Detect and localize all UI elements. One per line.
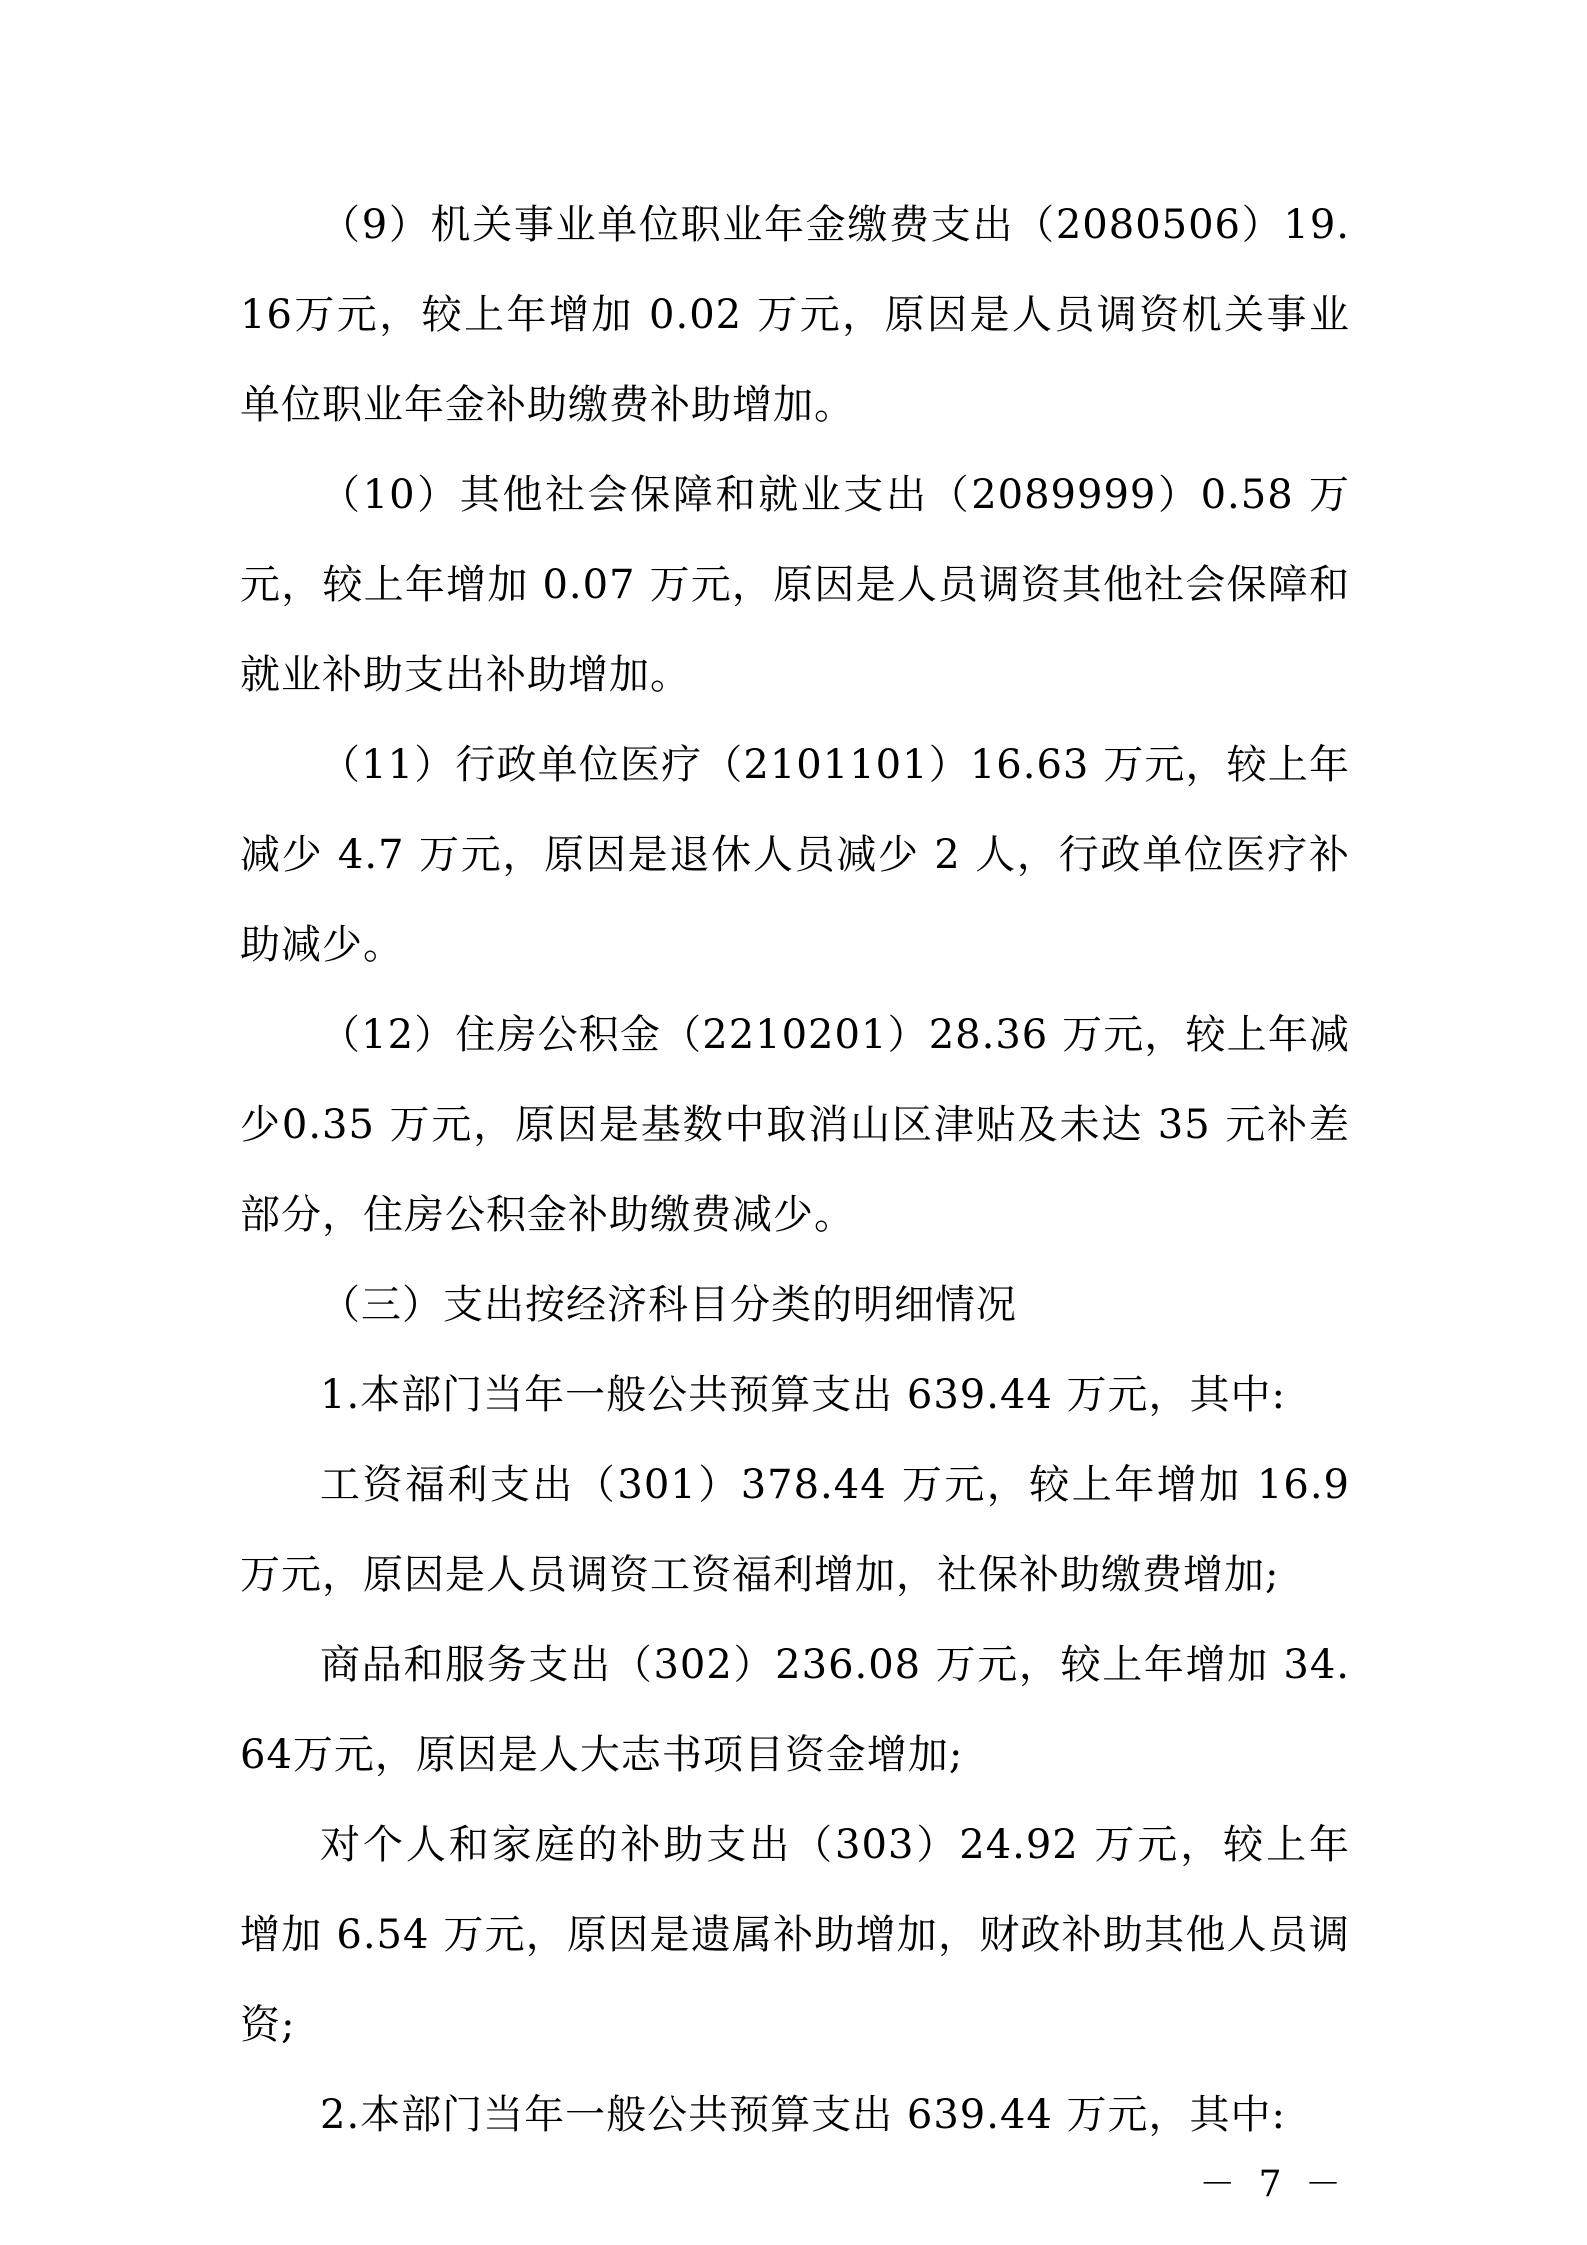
paragraph-wage-welfare: 工资福利支出（301）378.44 万元，较上年增加 16.9 万元，原因是人员调资工资福利增加，社保补助缴费增加; xyxy=(240,1462,1350,1598)
paragraph-budget-total-2: 2.本部门当年一般公共预算支出 639.44 万元，其中: xyxy=(320,2092,1287,2138)
paragraph-item-12-housing-fund: （12）住房公积金（2210201）28.36 万元，较上年减少0.35 万元，原因是基数中取消山区津贴及未达 35 元补差部分，住房公积金补助缴费减少。 xyxy=(240,1012,1350,1238)
section-heading-economic-classification: （三）支出按经济科目分类的明细情况 xyxy=(320,1282,1017,1328)
paragraph-item-9-pension: （9）机关事业单位职业年金缴费支出（2080506）19.16万元，较上年增加 0.02 万元，原因是人员调资机关事业单位职业年金补助缴费补助增加。 xyxy=(240,202,1350,428)
page-number: － 7 － xyxy=(1199,2164,1347,2205)
paragraph-household-subsidy: 对个人和家庭的补助支出（303）24.92 万元，较上年增加 6.54 万元，原因是遗属补助增加，财政补助其他人员调资; xyxy=(240,1822,1350,2048)
paragraph-item-10-social-security: （10）其他社会保障和就业支出（2089999）0.58 万元，较上年增加 0.07 万元，原因是人员调资其他社会保障和就业补助支出补助增加。 xyxy=(240,472,1350,698)
document-body xyxy=(240,180,1350,2160)
paragraph-item-11-medical: （11）行政单位医疗（2101101）16.63 万元，较上年减少 4.7 万元，原因是退休人员减少 2 人，行政单位医疗补助减少。 xyxy=(240,742,1350,968)
paragraph-goods-services: 商品和服务支出（302）236.08 万元，较上年增加 34.64万元，原因是人大志书项目资金增加; xyxy=(240,1642,1350,1778)
paragraph-budget-total-1: 1.本部门当年一般公共预算支出 639.44 万元，其中: xyxy=(320,1372,1287,1418)
